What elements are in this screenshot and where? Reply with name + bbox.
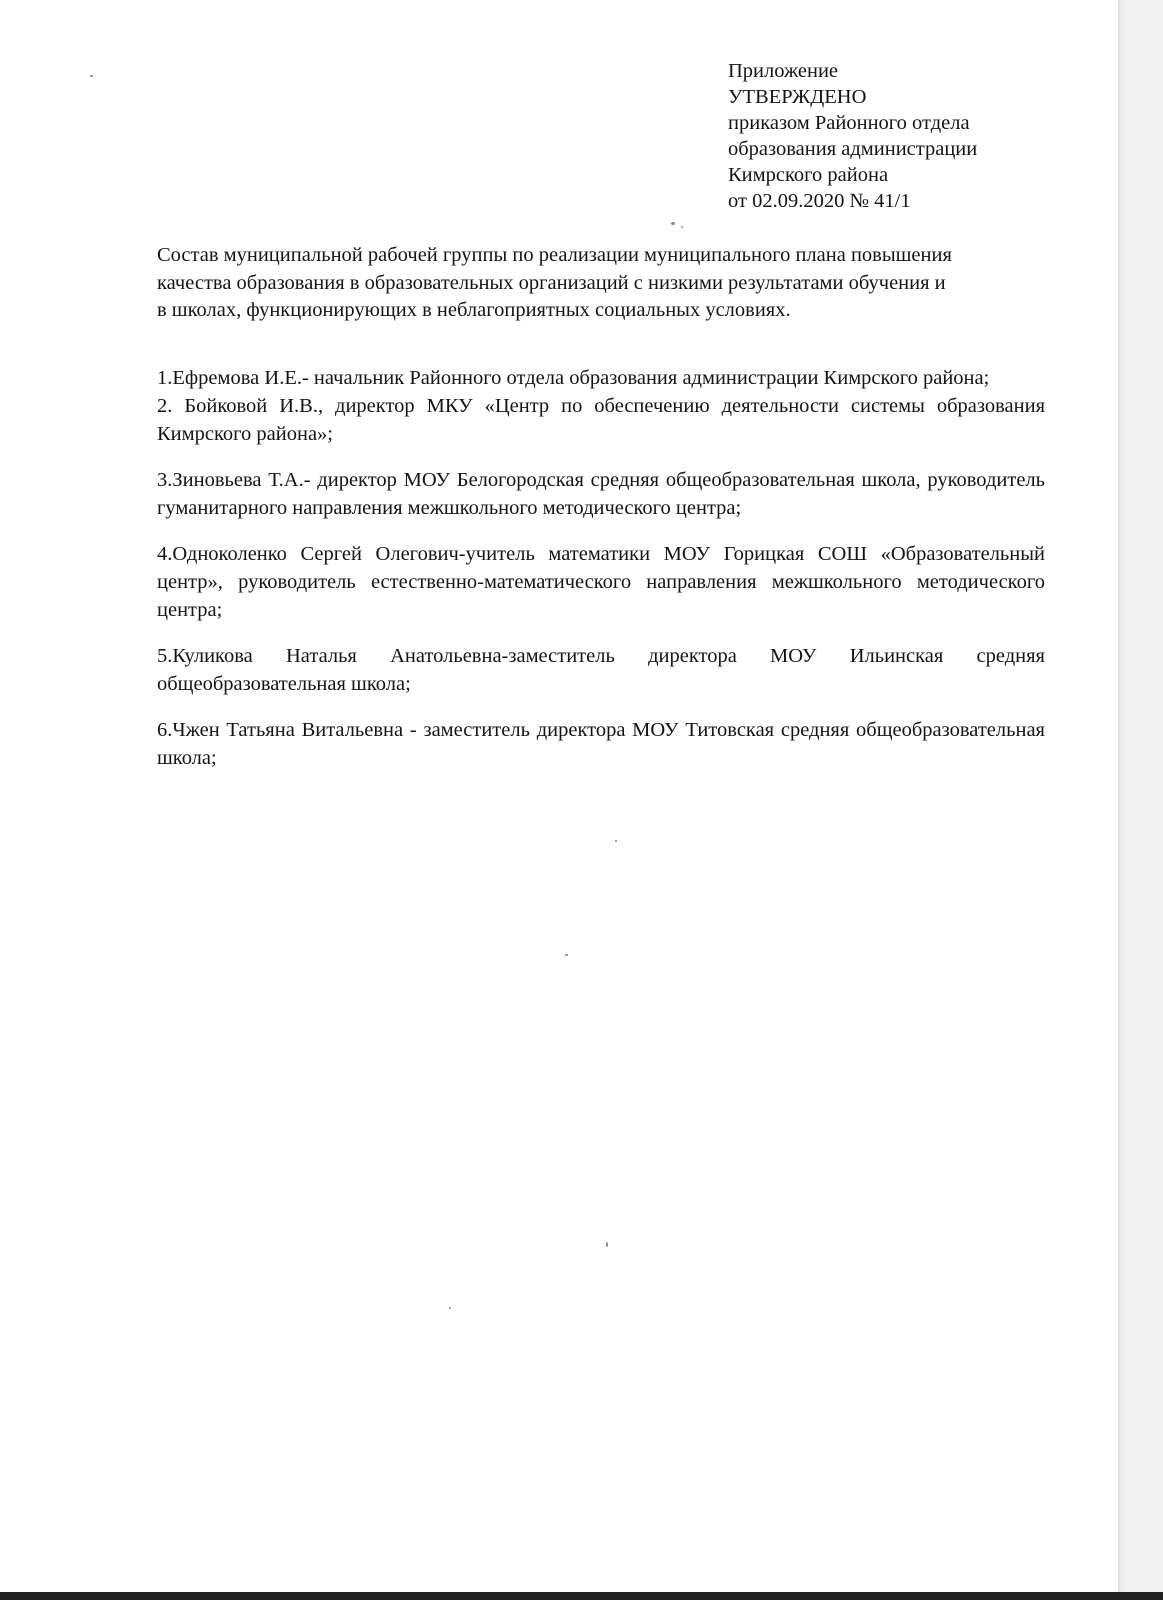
scan-speck [615,840,617,842]
approval-approved-label: УТВЕРЖДЕНО [728,86,867,108]
member-item-2: 2. Бойковой И.В., директор МКУ «Центр по обеспечению деятельности системы образования Кимрского района»; [157,395,1045,445]
approval-district-line: Кимрского района [728,164,889,186]
scan-right-margin [1118,0,1163,1600]
document-title [157,242,1057,325]
scan-speck [606,1242,608,1247]
approval-order-line: приказом Районного отдела [728,112,970,134]
scan-speck [681,226,683,228]
scan-speck [565,954,568,956]
approval-block [728,58,1108,214]
member-item-4: 4.Одноколенко Сергей Олегович-учитель математики МОУ Горицкая СОШ «Образовательный центр», руководитель естественно-математического направления межшкольного методического центра; [157,543,1045,621]
member-item-1: 1.Ефремова И.Е.- начальник Районного отдела образования администрации Кимрского района; [157,367,990,389]
title-line-2: качества образования в образовательных организаций с низкими результатами обучения и [157,271,946,294]
scan-bottom-edge [0,1592,1163,1600]
member-item-3: 3.Зиновьева Т.А.- директор МОУ Белогородская средняя общеобразовательная школа, руководитель гуманитарного направления межшкольного методического центра; [157,469,1045,519]
title-line-3: в школах, функционирующих в неблагоприятных социальных условиях. [157,299,791,321]
approval-appendix-label: Приложение [728,60,839,82]
member-item-6: 6.Чжен Татьяна Витальевна - заместитель директора МОУ Титовская средняя общеобразовательная школа; [157,719,1045,769]
title-line-1: Состав муниципальной рабочей группы по реализации муниципального плана повышения [157,244,952,266]
members-list [157,364,1045,772]
scan-speck [90,75,93,77]
approval-date-number: от 02.09.2020 № 41/1 [728,190,911,212]
approval-department-line: образования администрации [728,138,978,160]
scan-speck [449,1307,451,1309]
scan-speck [671,222,675,225]
member-item-5: 5.Куликова Наталья Анатольевна-заместитель директора МОУ Ильинская средняя общеобразовательная школа; [157,645,1045,695]
